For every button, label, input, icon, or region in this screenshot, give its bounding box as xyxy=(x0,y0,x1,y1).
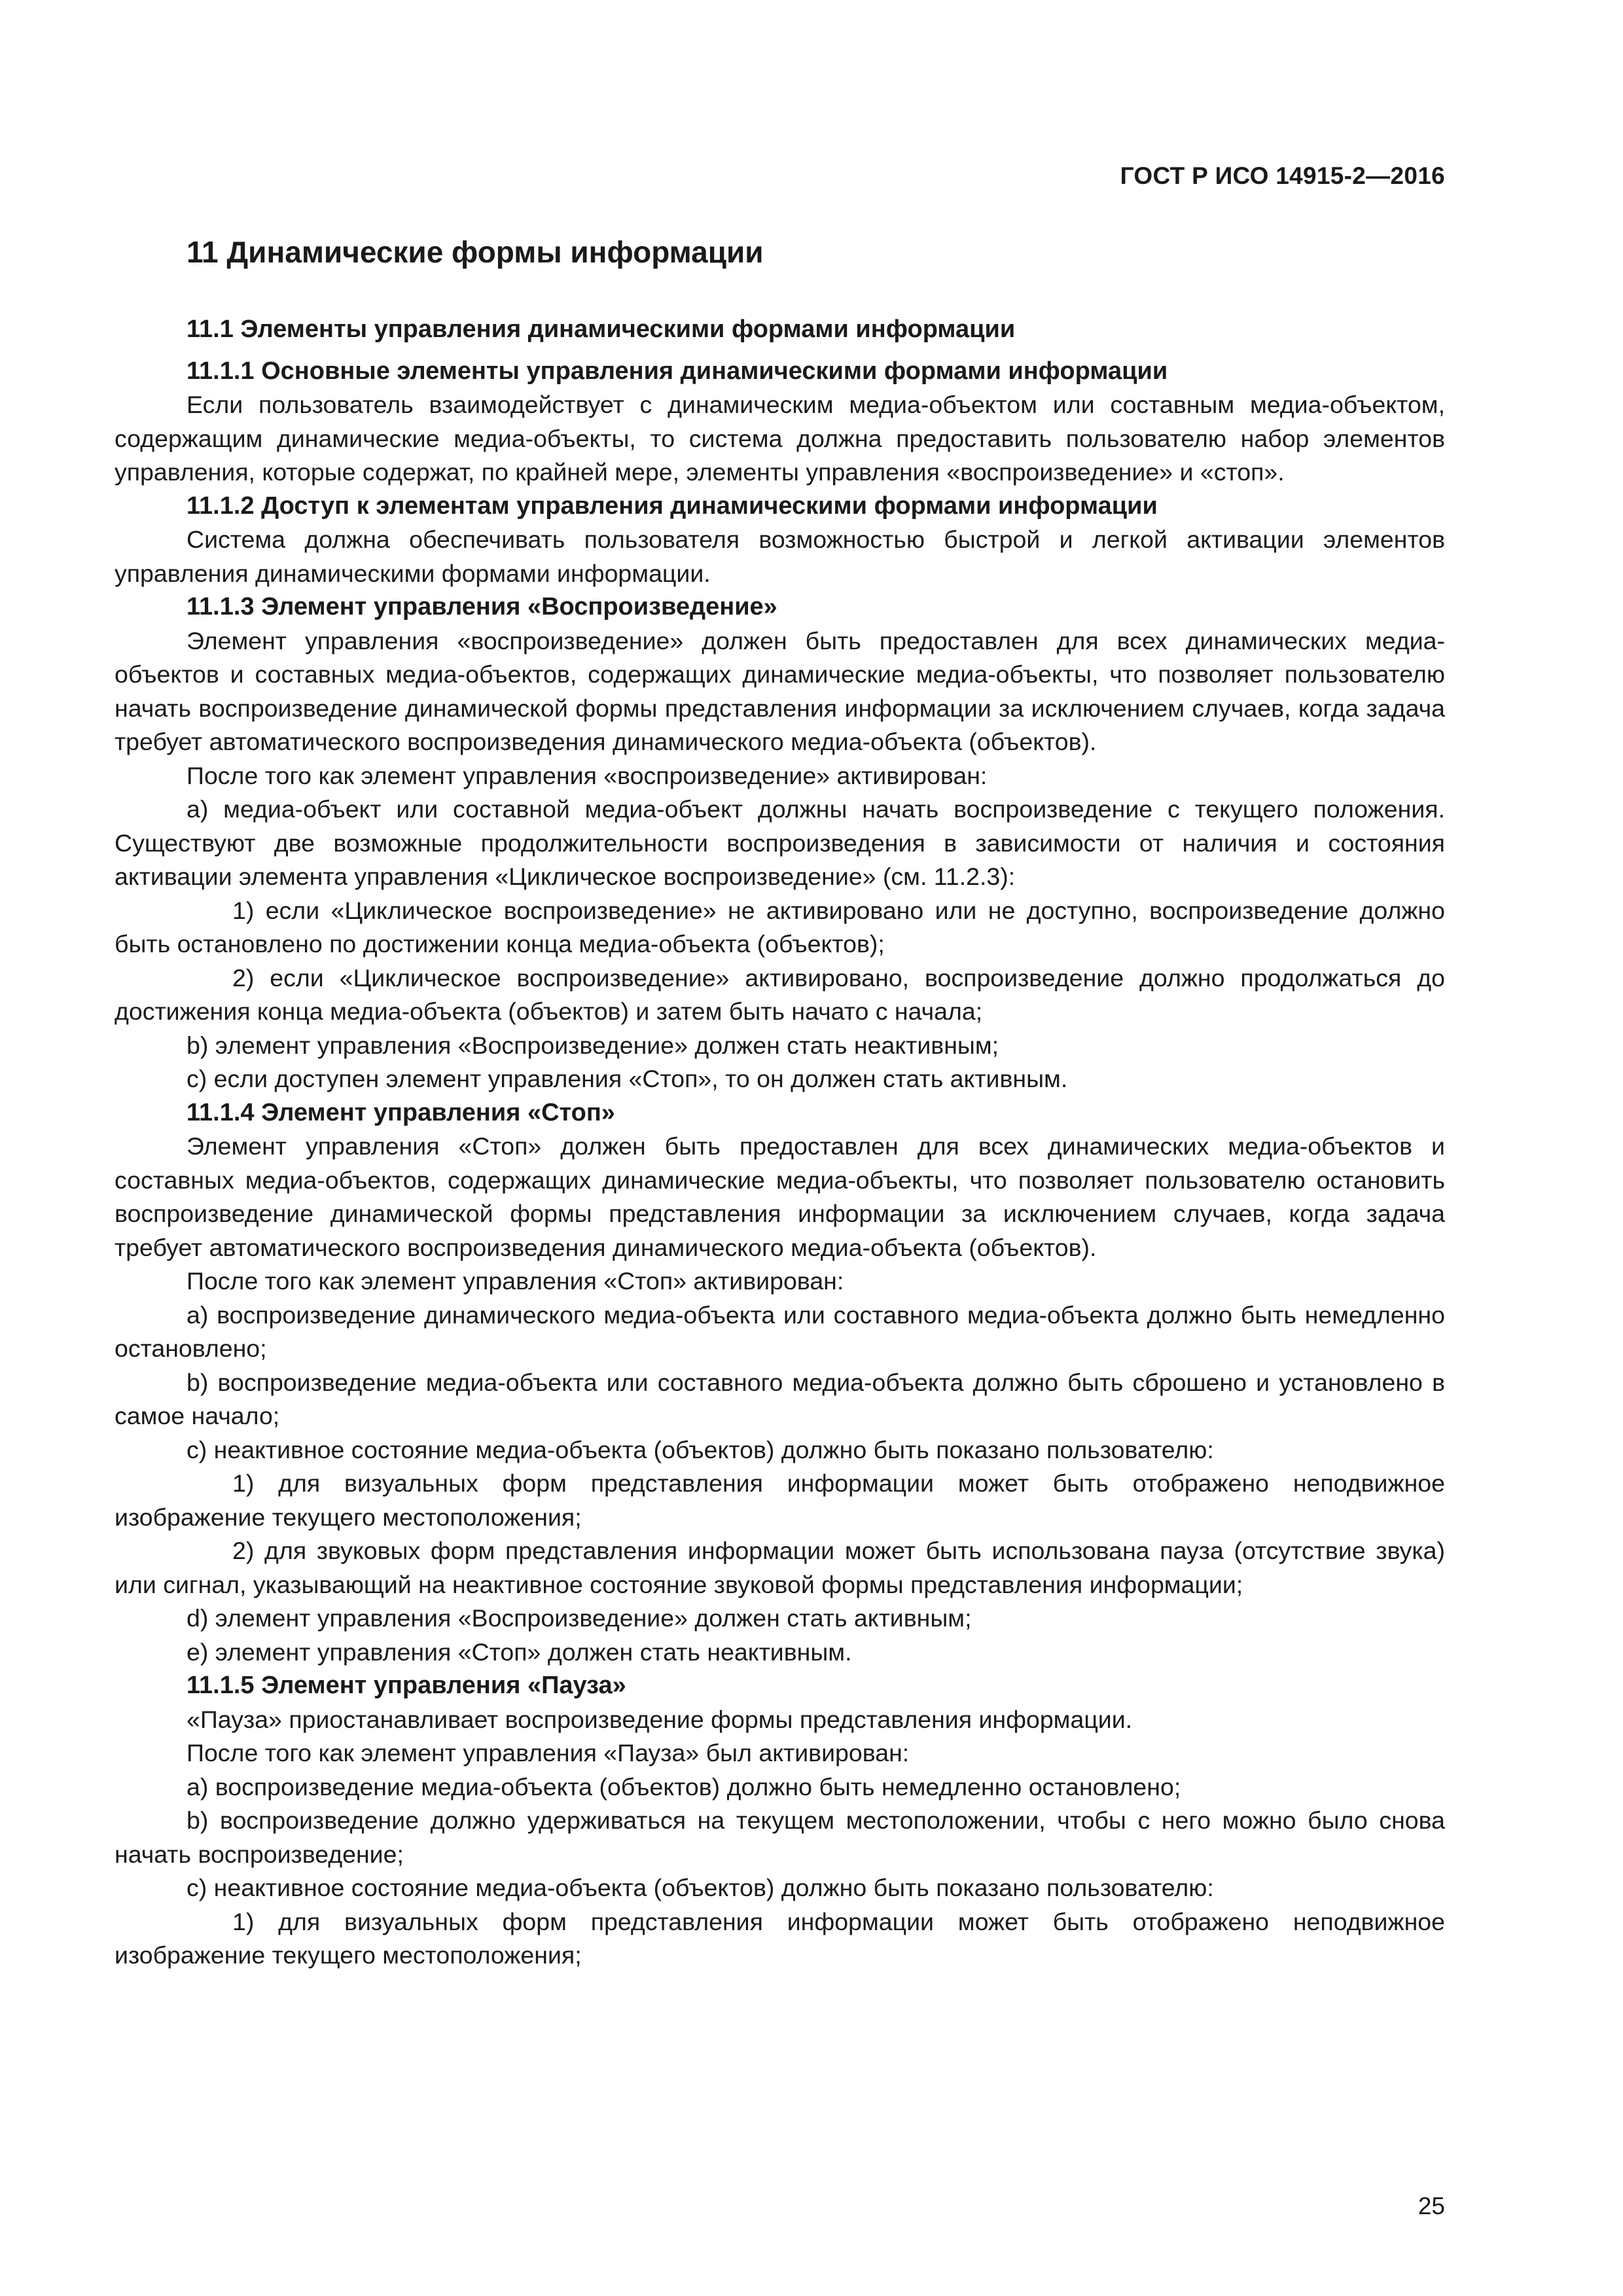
list-item: a) медиа-объект или составной медиа-объект должны начать воспроизведение с текущего положения. Существуют две возможные продолжительности воспроизведения в зависимости от наличия и состояния активации элемента управления «Циклическое воспроизведение» (см. 11.2.3): xyxy=(115,795,1445,890)
standard-header: ГОСТ Р ИСО 14915-2—2016 xyxy=(1120,162,1445,189)
paragraph: «Пауза» приостанавливает воспроизведение формы представления информации. xyxy=(187,1705,1133,1733)
document-body xyxy=(115,313,1445,1973)
list-item: b) элемент управления «Воспроизведение» должен стать неактивным; xyxy=(187,1031,999,1059)
list-subitem: 1) если «Циклическое воспроизведение» не активировано или не доступно, воспроизведение должно быть остановлено по достижении конца медиа-объекта (объектов); xyxy=(115,896,1445,958)
list-item: b) воспроизведение должно удерживаться на текущем местоположении, чтобы с него можно было снова начать воспроизведение; xyxy=(115,1806,1445,1868)
paragraph: После того как элемент управления «воспроизведение» активирован: xyxy=(187,761,988,789)
paragraph: Если пользователь взаимодействует с динамическим медиа-объектом или составным медиа-объектом, содержащим динамические медиа-объекты, то система должна предоставить пользователю набор элементов управления, которые содержат, по крайней мере, элементы управления «воспроизведение» и «стоп». xyxy=(115,391,1445,486)
list-item: c) неактивное состояние медиа-объекта (объектов) должно быть показано пользователю: xyxy=(187,1874,1214,1901)
list-item: c) если доступен элемент управления «Стоп», то он должен стать активным. xyxy=(187,1065,1068,1092)
list-item: c) неактивное состояние медиа-объекта (объектов) должно быть показано пользователю: xyxy=(187,1435,1214,1463)
clause-heading-11-1-3: 11.1.3 Элемент управления «Воспроизведение» xyxy=(187,593,777,620)
list-subitem: 2) для звуковых форм представления информации может быть использована пауза (отсутствие звука) или сигнал, указывающий на неактивное состояние звуковой формы представления информации; xyxy=(115,1537,1445,1598)
list-item: e) элемент управления «Стоп» должен стать неактивным. xyxy=(187,1638,852,1666)
clause-heading-11-1-4: 11.1.4 Элемент управления «Стоп» xyxy=(187,1098,615,1126)
clause-heading-11-1-2: 11.1.2 Доступ к элементам управления динамическими формами информации xyxy=(187,492,1158,520)
paragraph: Элемент управления «Стоп» должен быть предоставлен для всех динамических медиа-объектов и составных медиа-объектов, содержащих динамические медиа-объекты, что позволяет пользователю остановить воспроизведение динамической формы представления информации за исключением случаев, когда задача требует автоматического воспроизведения динамического медиа-объекта (объектов). xyxy=(115,1132,1445,1261)
list-item: b) воспроизведение медиа-объекта или составного медиа-объекта должно быть сброшено и установлено в самое начало; xyxy=(115,1368,1445,1429)
list-subitem: 2) если «Циклическое воспроизведение» активировано, воспроизведение должно продолжаться до достижения конца медиа-объекта (объектов) и затем быть начато с начала; xyxy=(115,963,1445,1025)
section-title: 11 Динамические формы информации xyxy=(187,235,764,269)
clause-heading-11-1-5: 11.1.5 Элемент управления «Пауза» xyxy=(187,1672,626,1699)
list-item: a) воспроизведение медиа-объекта (объектов) должно быть немедленно остановлено; xyxy=(187,1772,1181,1801)
clause-heading-11-1-1: 11.1.1 Основные элементы управления динамическими формами информации xyxy=(187,357,1168,385)
subsection-heading: 11.1 Элементы управления динамическими формами информации xyxy=(187,315,1016,343)
paragraph: После того как элемент управления «Пауза» был активирован: xyxy=(187,1739,910,1767)
list-item: d) элемент управления «Воспроизведение» должен стать активным; xyxy=(187,1604,972,1632)
list-item: a) воспроизведение динамического медиа-объекта или составного медиа-объекта должно быть немедленно остановлено; xyxy=(115,1300,1445,1362)
list-subitem: 1) для визуальных форм представления информации может быть отображено неподвижное изображение текущего местоположения; xyxy=(115,1907,1445,1969)
paragraph: После того как элемент управления «Стоп» активирован: xyxy=(187,1267,844,1295)
paragraph: Система должна обеспечивать пользователя возможностью быстрой и легкой активации элементов управления динамическими формами информации. xyxy=(115,526,1445,587)
page-number: 25 xyxy=(1418,2193,1445,2219)
paragraph: Элемент управления «воспроизведение» должен быть предоставлен для всех динамических медиа-объектов и составных медиа-объектов, содержащих динамические медиа-объекты, что позволяет пользователю начать воспроизведение динамической формы представления информации за исключением случаев, когда задача требует автоматического воспроизведения динамического медиа-объекта (объектов). xyxy=(115,626,1445,755)
list-subitem: 1) для визуальных форм представления информации может быть отображено неподвижное изображение текущего местоположения; xyxy=(115,1469,1445,1531)
